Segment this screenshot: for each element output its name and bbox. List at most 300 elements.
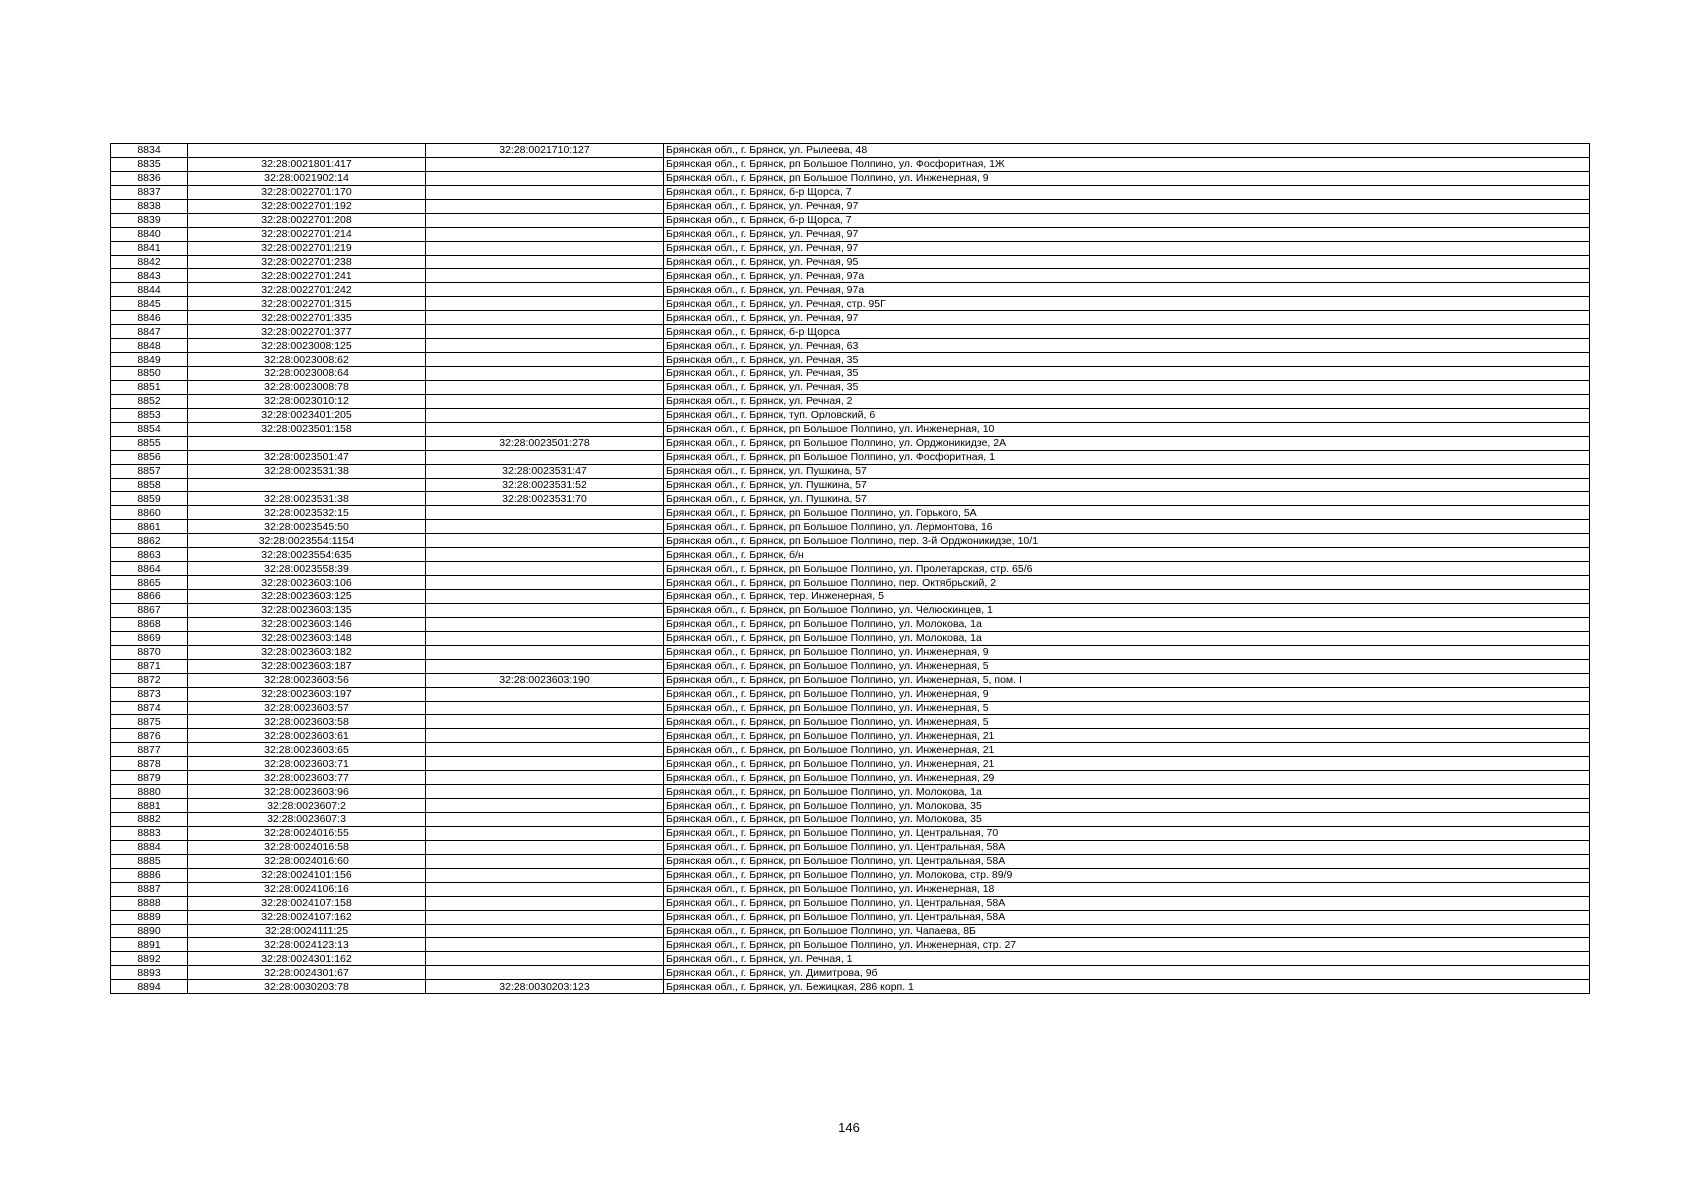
row-number-cell: 8839 [111,213,188,227]
table-row [111,840,1590,854]
cadastral-number-cell: 32:28:0023531:38 [188,492,426,506]
address-cell: Брянская обл., г. Брянск, рп Большое Полпино, ул. Центральная, 58А [664,896,1590,910]
related-cadastral-number-cell [426,339,664,353]
address-cell: Брянская обл., г. Брянск, ул. Пушкина, 57 [664,464,1590,478]
table-row [111,771,1590,785]
cadastral-number-cell: 32:28:0023603:146 [188,617,426,631]
related-cadastral-number-cell [426,617,664,631]
cadastral-number-cell: 32:28:0023603:57 [188,701,426,715]
row-number-cell: 8872 [111,673,188,687]
row-number-cell: 8838 [111,199,188,213]
row-number-cell: 8880 [111,785,188,799]
row-number-cell: 8856 [111,450,188,464]
row-number-cell: 8875 [111,715,188,729]
row-number-cell: 8881 [111,799,188,813]
cadastral-number-cell: 32:28:0022701:219 [188,241,426,255]
address-cell: Брянская обл., г. Брянск, рп Большое Полпино, ул. Инженерная, 5 [664,715,1590,729]
related-cadastral-number-cell [426,520,664,534]
address-cell: Брянская обл., г. Брянск, ул. Речная, 97 [664,227,1590,241]
row-number-cell: 8867 [111,603,188,617]
related-cadastral-number-cell [426,534,664,548]
row-number-cell: 8842 [111,255,188,269]
related-cadastral-number-cell: 32:28:0023531:70 [426,492,664,506]
table-row [111,603,1590,617]
row-number-cell: 8876 [111,729,188,743]
address-cell: Брянская обл., г. Брянск, рп Большое Полпино, ул. Фосфоритная, 1Ж [664,157,1590,171]
table-row [111,576,1590,590]
cadastral-number-cell: 32:28:0023603:148 [188,631,426,645]
address-cell: Брянская обл., г. Брянск, рп Большое Полпино, ул. Фосфоритная, 1 [664,450,1590,464]
cadastral-number-cell: 32:28:0023401:205 [188,408,426,422]
row-number-cell: 8841 [111,241,188,255]
cadastral-number-cell: 32:28:0023010:12 [188,394,426,408]
related-cadastral-number-cell [426,715,664,729]
cadastral-number-cell: 32:28:0023603:125 [188,590,426,604]
table-row [111,199,1590,213]
row-number-cell: 8878 [111,757,188,771]
table-row [111,854,1590,868]
table-row [111,687,1590,701]
cadastral-number-cell: 32:28:0022701:192 [188,199,426,213]
address-cell: Брянская обл., г. Брянск, рп Большое Полпино, ул. Инженерная, 9 [664,645,1590,659]
address-cell: Брянская обл., г. Брянск, туп. Орловский, 6 [664,408,1590,422]
related-cadastral-number-cell: 32:28:0030203:123 [426,980,664,994]
cadastral-number-cell: 32:28:0022701:238 [188,255,426,269]
cadastral-number-cell: 32:28:0023501:47 [188,450,426,464]
cadastral-number-cell: 32:28:0022701:377 [188,325,426,339]
row-number-cell: 8865 [111,576,188,590]
row-number-cell: 8885 [111,854,188,868]
cadastral-number-cell: 32:28:0024016:55 [188,826,426,840]
related-cadastral-number-cell [426,255,664,269]
row-number-cell: 8868 [111,617,188,631]
cadastral-number-cell: 32:28:0023603:61 [188,729,426,743]
cadastral-number-cell: 32:28:0024301:162 [188,952,426,966]
related-cadastral-number-cell [426,631,664,645]
address-cell: Брянская обл., г. Брянск, ул. Речная, 97а [664,269,1590,283]
table-row [111,478,1590,492]
address-cell: Брянская обл., г. Брянск, ул. Речная, 35 [664,367,1590,381]
row-number-cell: 8850 [111,367,188,381]
address-cell: Брянская обл., г. Брянск, рп Большое Полпино, ул. Пролетарская, стр. 65/6 [664,562,1590,576]
related-cadastral-number-cell [426,966,664,980]
cadastral-table [110,143,1590,994]
page-number: 146 [838,1120,860,1135]
cadastral-number-cell: 32:28:0023531:38 [188,464,426,478]
cadastral-number-cell: 32:28:0024107:158 [188,896,426,910]
cadastral-number-cell: 32:28:0023603:71 [188,757,426,771]
address-cell: Брянская обл., г. Брянск, рп Большое Полпино, ул. Инженерная, 18 [664,882,1590,896]
table-row [111,715,1590,729]
table-row [111,422,1590,436]
table-row [111,645,1590,659]
table-row [111,980,1590,994]
related-cadastral-number-cell [426,227,664,241]
table-row [111,311,1590,325]
row-number-cell: 8861 [111,520,188,534]
address-cell: Брянская обл., г. Брянск, рп Большое Полпино, ул. Инженерная, 21 [664,729,1590,743]
cadastral-number-cell [188,436,426,450]
cadastral-number-cell: 32:28:0023545:50 [188,520,426,534]
table-body [111,144,1590,994]
table-row [111,548,1590,562]
row-number-cell: 8886 [111,868,188,882]
row-number-cell: 8891 [111,938,188,952]
address-cell: Брянская обл., г. Брянск, рп Большое Полпино, ул. Молокова, 1а [664,785,1590,799]
table-row [111,394,1590,408]
table-row [111,757,1590,771]
related-cadastral-number-cell [426,506,664,520]
address-cell: Брянская обл., г. Брянск, рп Большое Полпино, ул. Молокова, 35 [664,813,1590,827]
row-number-cell: 8853 [111,408,188,422]
row-number-cell: 8863 [111,548,188,562]
row-number-cell: 8845 [111,297,188,311]
related-cadastral-number-cell: 32:28:0021710:127 [426,144,664,158]
table-row [111,241,1590,255]
related-cadastral-number-cell [426,590,664,604]
table-row [111,910,1590,924]
related-cadastral-number-cell [426,729,664,743]
related-cadastral-number-cell [426,311,664,325]
table-row [111,813,1590,827]
cadastral-number-cell: 32:28:0024101:156 [188,868,426,882]
cadastral-number-cell: 32:28:0022701:170 [188,185,426,199]
table-row [111,590,1590,604]
address-cell: Брянская обл., г. Брянск, тер. Инженерная, 5 [664,590,1590,604]
address-cell: Брянская обл., г. Брянск, рп Большое Полпино, ул. Молокова, 1а [664,617,1590,631]
address-cell: Брянская обл., г. Брянск, рп Большое Полпино, ул. Инженерная, стр. 27 [664,938,1590,952]
related-cadastral-number-cell [426,826,664,840]
row-number-cell: 8894 [111,980,188,994]
cadastral-number-cell: 32:28:0023008:78 [188,380,426,394]
row-number-cell: 8871 [111,659,188,673]
row-number-cell: 8854 [111,422,188,436]
row-number-cell: 8888 [111,896,188,910]
related-cadastral-number-cell [426,743,664,757]
related-cadastral-number-cell [426,380,664,394]
table-row [111,269,1590,283]
address-cell: Брянская обл., г. Брянск, ул. Пушкина, 57 [664,478,1590,492]
table-row [111,534,1590,548]
address-cell: Брянская обл., г. Брянск, б/н [664,548,1590,562]
address-cell: Брянская обл., г. Брянск, рп Большое Полпино, ул. Челюскинцев, 1 [664,603,1590,617]
table-row [111,339,1590,353]
related-cadastral-number-cell [426,868,664,882]
address-cell: Брянская обл., г. Брянск, рп Большое Полпино, ул. Центральная, 58А [664,840,1590,854]
related-cadastral-number-cell [426,645,664,659]
table-row [111,144,1590,158]
row-number-cell: 8848 [111,339,188,353]
table-row [111,185,1590,199]
address-cell: Брянская обл., г. Брянск, рп Большое Полпино, ул. Горького, 5А [664,506,1590,520]
row-number-cell: 8835 [111,157,188,171]
row-number-cell: 8893 [111,966,188,980]
row-number-cell: 8866 [111,590,188,604]
row-number-cell: 8836 [111,171,188,185]
row-number-cell: 8884 [111,840,188,854]
related-cadastral-number-cell [426,659,664,673]
address-cell: Брянская обл., г. Брянск, ул. Речная, 97 [664,199,1590,213]
related-cadastral-number-cell [426,241,664,255]
cadastral-number-cell: 32:28:0024016:60 [188,854,426,868]
address-cell: Брянская обл., г. Брянск, ул. Речная, 63 [664,339,1590,353]
cadastral-number-cell: 32:28:0022701:242 [188,283,426,297]
cadastral-number-cell: 32:28:0023603:182 [188,645,426,659]
address-cell: Брянская обл., г. Брянск, ул. Речная, 95 [664,255,1590,269]
cadastral-number-cell: 32:28:0024106:16 [188,882,426,896]
address-cell: Брянская обл., г. Брянск, рп Большое Полпино, ул. Орджоникидзе, 2А [664,436,1590,450]
address-cell: Брянская обл., г. Брянск, б-р Щорса, 7 [664,185,1590,199]
table-row [111,520,1590,534]
table-row [111,896,1590,910]
table-row [111,799,1590,813]
cadastral-number-cell: 32:28:0023603:106 [188,576,426,590]
table-row [111,464,1590,478]
row-number-cell: 8879 [111,771,188,785]
related-cadastral-number-cell: 32:28:0023531:52 [426,478,664,492]
cadastral-number-cell [188,478,426,492]
cadastral-number-cell: 32:28:0024107:162 [188,910,426,924]
row-number-cell: 8858 [111,478,188,492]
table-row [111,882,1590,896]
related-cadastral-number-cell [426,325,664,339]
table-row [111,743,1590,757]
address-cell: Брянская обл., г. Брянск, рп Большое Полпино, ул. Центральная, 58А [664,910,1590,924]
table-row [111,966,1590,980]
table-row [111,325,1590,339]
related-cadastral-number-cell [426,185,664,199]
related-cadastral-number-cell: 32:28:0023531:47 [426,464,664,478]
related-cadastral-number-cell [426,367,664,381]
row-number-cell: 8892 [111,952,188,966]
cadastral-number-cell: 32:28:0023603:96 [188,785,426,799]
row-number-cell: 8844 [111,283,188,297]
related-cadastral-number-cell [426,799,664,813]
table-row [111,938,1590,952]
table-row [111,562,1590,576]
address-cell: Брянская обл., г. Брянск, рп Большое Полпино, пер. Октябрьский, 2 [664,576,1590,590]
address-cell: Брянская обл., г. Брянск, рп Большое Полпино, ул. Центральная, 70 [664,826,1590,840]
row-number-cell: 8857 [111,464,188,478]
related-cadastral-number-cell [426,562,664,576]
table-row [111,283,1590,297]
table-row [111,506,1590,520]
row-number-cell: 8883 [111,826,188,840]
address-cell: Брянская обл., г. Брянск, ул. Речная, 97 [664,241,1590,255]
cadastral-number-cell: 32:28:0023501:158 [188,422,426,436]
address-cell: Брянская обл., г. Брянск, ул. Речная, 35 [664,353,1590,367]
address-cell: Брянская обл., г. Брянск, рп Большое Полпино, ул. Чапаева, 8Б [664,924,1590,938]
address-cell: Брянская обл., г. Брянск, рп Большое Полпино, ул. Лермонтова, 16 [664,520,1590,534]
address-cell: Брянская обл., г. Брянск, ул. Речная, стр. 95Г [664,297,1590,311]
table-row [111,353,1590,367]
row-number-cell: 8840 [111,227,188,241]
row-number-cell: 8843 [111,269,188,283]
related-cadastral-number-cell [426,687,664,701]
cadastral-number-cell: 32:28:0023554:1154 [188,534,426,548]
cadastral-number-cell: 32:28:0023603:187 [188,659,426,673]
table-row [111,436,1590,450]
cadastral-number-cell: 32:28:0024111:25 [188,924,426,938]
related-cadastral-number-cell [426,269,664,283]
row-number-cell: 8870 [111,645,188,659]
related-cadastral-number-cell [426,854,664,868]
related-cadastral-number-cell [426,910,664,924]
address-cell: Брянская обл., г. Брянск, рп Большое Полпино, ул. Инженерная, 21 [664,743,1590,757]
address-cell: Брянская обл., г. Брянск, рп Большое Полпино, пер. 3-й Орджоникидзе, 10/1 [664,534,1590,548]
row-number-cell: 8873 [111,687,188,701]
table-row [111,868,1590,882]
row-number-cell: 8855 [111,436,188,450]
row-number-cell: 8834 [111,144,188,158]
row-number-cell: 8864 [111,562,188,576]
cadastral-number-cell: 32:28:0023603:58 [188,715,426,729]
row-number-cell: 8859 [111,492,188,506]
table-row [111,729,1590,743]
cadastral-number-cell: 32:28:0023603:65 [188,743,426,757]
cadastral-number-cell: 32:28:0023607:3 [188,813,426,827]
related-cadastral-number-cell [426,157,664,171]
row-number-cell: 8869 [111,631,188,645]
cadastral-number-cell: 32:28:0024301:67 [188,966,426,980]
related-cadastral-number-cell [426,785,664,799]
related-cadastral-number-cell [426,576,664,590]
address-cell: Брянская обл., г. Брянск, б-р Щорса, 7 [664,213,1590,227]
cadastral-number-cell: 32:28:0023008:62 [188,353,426,367]
table-row [111,826,1590,840]
related-cadastral-number-cell [426,896,664,910]
table-row [111,171,1590,185]
table-row [111,450,1590,464]
table-row [111,380,1590,394]
cadastral-number-cell: 32:28:0024123:13 [188,938,426,952]
address-cell: Брянская обл., г. Брянск, рп Большое Полпино, ул. Инженерная, 9 [664,687,1590,701]
table-row [111,227,1590,241]
table-row [111,408,1590,422]
related-cadastral-number-cell [426,603,664,617]
cadastral-number-cell: 32:28:0021902:14 [188,171,426,185]
cadastral-number-cell: 32:28:0023603:77 [188,771,426,785]
address-cell: Брянская обл., г. Брянск, ул. Речная, 97 [664,311,1590,325]
address-cell: Брянская обл., г. Брянск, ул. Димитрова, 9б [664,966,1590,980]
address-cell: Брянская обл., г. Брянск, рп Большое Полпино, ул. Центральная, 58А [664,854,1590,868]
address-cell: Брянская обл., г. Брянск, рп Большое Полпино, ул. Инженерная, 29 [664,771,1590,785]
table-row [111,157,1590,171]
related-cadastral-number-cell [426,813,664,827]
cadastral-number-cell: 32:28:0022701:214 [188,227,426,241]
related-cadastral-number-cell [426,924,664,938]
address-cell: Брянская обл., г. Брянск, ул. Речная, 2 [664,394,1590,408]
table-row [111,255,1590,269]
address-cell: Брянская обл., г. Брянск, рп Большое Полпино, ул. Инженерная, 5 [664,701,1590,715]
cadastral-number-cell: 32:28:0023603:56 [188,673,426,687]
related-cadastral-number-cell [426,952,664,966]
address-cell: Брянская обл., г. Брянск, ул. Речная, 97а [664,283,1590,297]
related-cadastral-number-cell [426,394,664,408]
related-cadastral-number-cell: 32:28:0023603:190 [426,673,664,687]
related-cadastral-number-cell: 32:28:0023501:278 [426,436,664,450]
table-row [111,492,1590,506]
related-cadastral-number-cell [426,408,664,422]
address-cell: Брянская обл., г. Брянск, ул. Речная, 35 [664,380,1590,394]
cadastral-number-cell: 32:28:0023008:125 [188,339,426,353]
row-number-cell: 8874 [111,701,188,715]
table-row [111,297,1590,311]
related-cadastral-number-cell [426,450,664,464]
cadastral-number-cell: 32:28:0023558:39 [188,562,426,576]
related-cadastral-number-cell [426,213,664,227]
address-cell: Брянская обл., г. Брянск, рп Большое Полпино, ул. Инженерная, 5, пом. I [664,673,1590,687]
related-cadastral-number-cell [426,938,664,952]
row-number-cell: 8889 [111,910,188,924]
address-cell: Брянская обл., г. Брянск, б-р Щорса [664,325,1590,339]
row-number-cell: 8860 [111,506,188,520]
related-cadastral-number-cell [426,199,664,213]
row-number-cell: 8851 [111,380,188,394]
cadastral-number-cell: 32:28:0023532:15 [188,506,426,520]
related-cadastral-number-cell [426,171,664,185]
address-cell: Брянская обл., г. Брянск, рп Большое Полпино, ул. Молокова, стр. 89/9 [664,868,1590,882]
table-row [111,785,1590,799]
related-cadastral-number-cell [426,353,664,367]
row-number-cell: 8890 [111,924,188,938]
address-cell: Брянская обл., г. Брянск, рп Большое Полпино, ул. Молокова, 35 [664,799,1590,813]
cadastral-number-cell: 32:28:0022701:335 [188,311,426,325]
row-number-cell: 8852 [111,394,188,408]
cadastral-number-cell: 32:28:0023603:197 [188,687,426,701]
table-row [111,367,1590,381]
address-cell: Брянская обл., г. Брянск, рп Большое Полпино, ул. Инженерная, 9 [664,171,1590,185]
table-row [111,924,1590,938]
related-cadastral-number-cell [426,283,664,297]
related-cadastral-number-cell [426,548,664,562]
row-number-cell: 8837 [111,185,188,199]
row-number-cell: 8877 [111,743,188,757]
table-row [111,213,1590,227]
address-cell: Брянская обл., г. Брянск, рп Большое Полпино, ул. Инженерная, 5 [664,659,1590,673]
table-row [111,952,1590,966]
address-cell: Брянская обл., г. Брянск, ул. Рылеева, 48 [664,144,1590,158]
cadastral-number-cell: 32:28:0030203:78 [188,980,426,994]
address-cell: Брянская обл., г. Брянск, ул. Речная, 1 [664,952,1590,966]
cadastral-number-cell: 32:28:0023607:2 [188,799,426,813]
address-cell: Брянская обл., г. Брянск, рп Большое Полпино, ул. Молокова, 1а [664,631,1590,645]
table-row [111,673,1590,687]
related-cadastral-number-cell [426,757,664,771]
cadastral-number-cell: 32:28:0021801:417 [188,157,426,171]
row-number-cell: 8847 [111,325,188,339]
address-cell: Брянская обл., г. Брянск, рп Большое Полпино, ул. Инженерная, 10 [664,422,1590,436]
row-number-cell: 8882 [111,813,188,827]
cadastral-number-cell: 32:28:0022701:241 [188,269,426,283]
row-number-cell: 8887 [111,882,188,896]
related-cadastral-number-cell [426,882,664,896]
row-number-cell: 8862 [111,534,188,548]
related-cadastral-number-cell [426,422,664,436]
table-row [111,659,1590,673]
row-number-cell: 8846 [111,311,188,325]
cadastral-number-cell: 32:28:0022701:315 [188,297,426,311]
address-cell: Брянская обл., г. Брянск, ул. Пушкина, 57 [664,492,1590,506]
cadastral-number-cell: 32:28:0023603:135 [188,603,426,617]
row-number-cell: 8849 [111,353,188,367]
related-cadastral-number-cell [426,840,664,854]
cadastral-number-cell: 32:28:0023008:64 [188,367,426,381]
cadastral-number-cell: 32:28:0024016:58 [188,840,426,854]
address-cell: Брянская обл., г. Брянск, рп Большое Полпино, ул. Инженерная, 21 [664,757,1590,771]
table-row [111,631,1590,645]
table-row [111,701,1590,715]
